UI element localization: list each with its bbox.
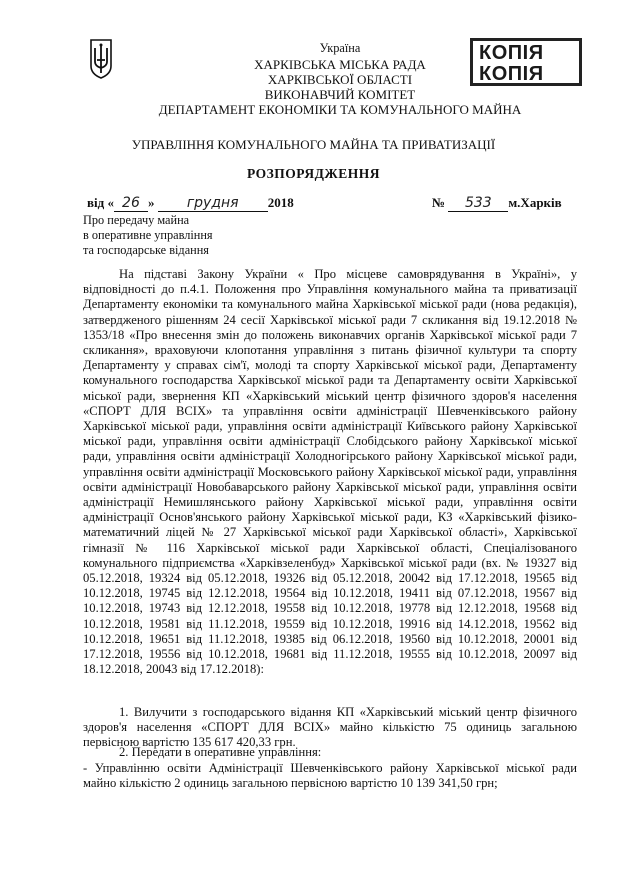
date-day: 26 bbox=[114, 195, 148, 212]
number-label: № bbox=[432, 195, 446, 210]
subject-line-1: Про передачу майна bbox=[83, 213, 190, 227]
header-executive-committee: ВИКОНАВЧИЙ КОМІТЕТ bbox=[264, 87, 416, 102]
paragraph-preamble: На підставі Закону України « Про місцеве самоврядування в Україні», у відповідності до п.4.1. Положення про Управління комунального майна та приватизації Департаменту економіки та комунального майна Харківської міської ради (нова редакція), затвердженого рішенням 24 сесії Харківської міської ради 7 скликання від 19.12.2018 № 1353/18 «Про внесення змін до положень виконавчих органів Харківської міської ради 7 скликання», враховуючи клопотання управління з питань фізичної культури та спорту Департаменту у справах сім'ї, молоді та спорту Харківської міської ради, Департаменту комунального господарства Харківської міської ради та Департаменту освіти Харківської міської ради, звернення КП «Харківський міський центр фізичного здоров'я населення «СПОРТ ДЛЯ ВСІХ» та управління освіти адміністрації Шевченківського району Харківської міської ради, управління освіти адміністрації Київського району Харківської міської ради, управління освіти адміністрації Слобідського району Харківської міської ради, управління освіти адміністрації Холодногірського району Харківської міської ради, управління освіти адміністрації Московського району Харківської міської ради, управління освіти адміністрації Новобаварського району Харківської міської ради, управління освіти адміністрації Немишлянського району Харківської міської ради, управління освіти адміністрації Основ'янського району Харківської міської ради, КЗ «Харківський фізико-математичний ліцей № 27 Харківської міської ради Харківської області», Харківської гімназії № 116 Харківської міської ради Харківської області, Спеціалізованого комунального підприємства «Харківзеленбуд» Харківської міської ради (вх. № 19327 від 05.12.2018, 19324 від 05.12.2018, 19326 від 05.12.2018, 20042 від 17.12.2018, 19565 від 10.12.2018, 19745 від 12.12.2018, 19564 від 10.12.2018, 19411 від 07.12.2018, 19567 від 10.12.2018, 19743 від 12.12.2018, 19558 від 10.12.2018, 19778 від 12.12.2018, 19568 від 10.12.2018, 19581 від 11.12.2018, 19559 від 10.12.2018, 19916 від 14.12.2018, 19562 від 10.12.2018, 19651 від 11.12.2018, 19385 від 06.12.2018, 19560 від 10.12.2018, 20001 від 17.12.2018, 19556 від 10.12.2018, 19681 від 11.12.2018, 19555 від 10.12.2018, 20097 від 18.12.2018, 20043 від 17.12.2018): bbox=[83, 267, 577, 677]
date-prefix: від « bbox=[87, 195, 114, 210]
subject-line-3: та господарське відання bbox=[83, 243, 209, 257]
date-month: грудня bbox=[158, 195, 268, 212]
header-country: Україна bbox=[319, 41, 361, 55]
city: м.Харків bbox=[508, 195, 562, 210]
document-number: 533 bbox=[448, 195, 508, 212]
header-oblast: ХАРКІВСЬКОЇ ОБЛАСТІ bbox=[267, 72, 413, 87]
subject-line-2: в оперативне управління bbox=[83, 228, 213, 242]
header-department: ДЕПАРТАМЕНТ ЕКОНОМІКИ ТА КОМУНАЛЬНОГО МАЙНА bbox=[158, 102, 522, 117]
copy-stamp bbox=[470, 38, 582, 86]
subject-block bbox=[83, 213, 213, 258]
paragraph-item-1: 1. Вилучити з господарського відання КП «Харківський міський центр фізичного здоров'я населення «СПОРТ ДЛЯ ВСІХ» майно кількістю 75 одиниць загальною первісною вартістю 135 617 420,33 грн. bbox=[83, 705, 577, 750]
document-title: РОЗПОРЯДЖЕННЯ bbox=[246, 166, 380, 181]
stamp-line-1: КОПІЯ bbox=[479, 42, 544, 64]
date-year: 2018 bbox=[267, 195, 294, 210]
number-line bbox=[432, 195, 562, 212]
header-management: УПРАВЛІННЯ КОМУНАЛЬНОГО МАЙНА ТА ПРИВАТИЗАЦІЇ bbox=[131, 137, 496, 152]
paragraph-item-2-sub: - Управлінню освіти Адміністрації Шевченківського району Харківської міської ради майно кількістю 2 одиниць загальною первісною вартістю 10 139 341,50 грн; bbox=[83, 761, 577, 791]
stamp-line-2: КОПІЯ bbox=[479, 63, 544, 85]
date-line bbox=[87, 195, 294, 212]
header-council: ХАРКІВСЬКА МІСЬКА РАДА bbox=[254, 57, 426, 72]
paragraph-item-2: 2. Передати в оперативне управління: bbox=[119, 745, 322, 759]
date-mid: » bbox=[147, 195, 155, 210]
